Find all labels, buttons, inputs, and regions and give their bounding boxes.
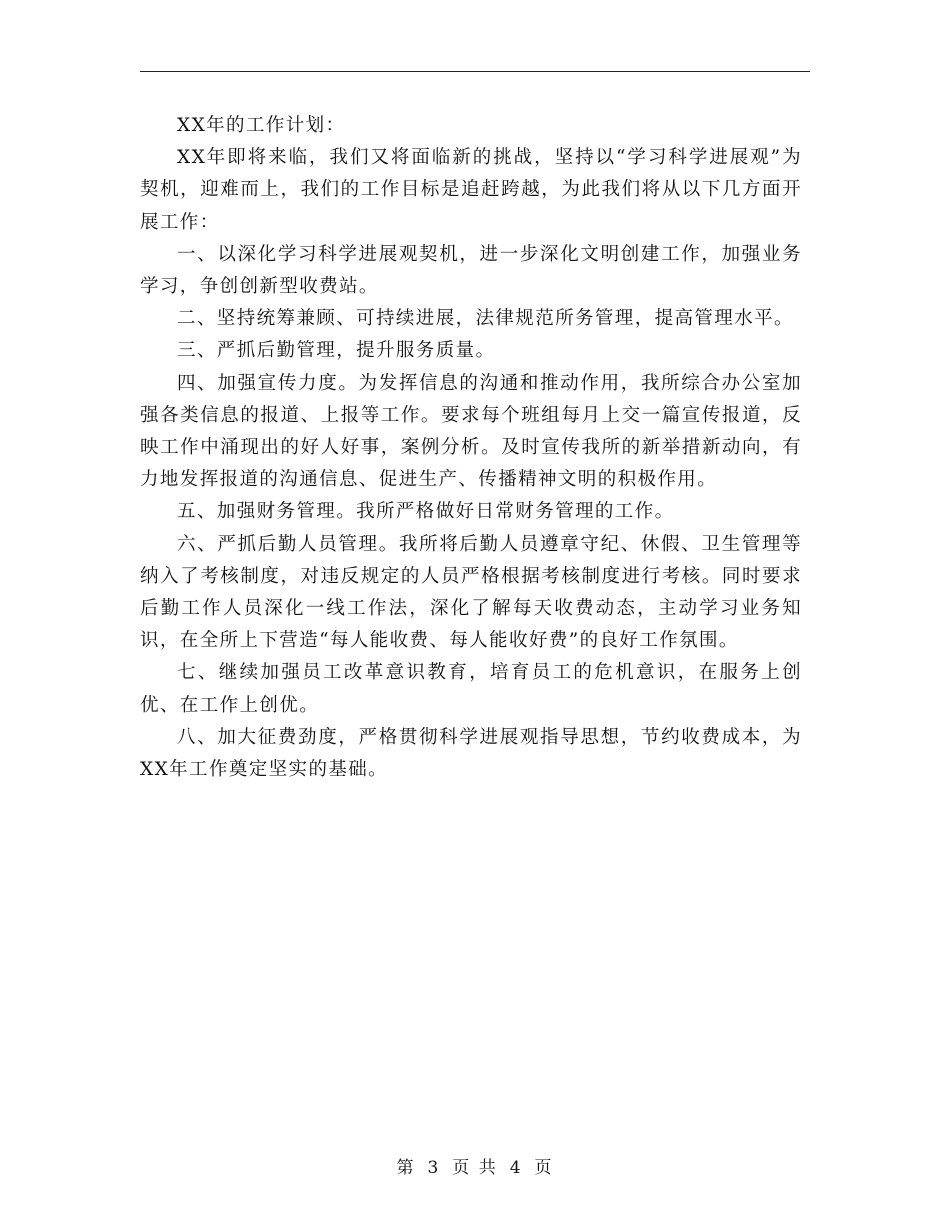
footer-suffix: 页 [534, 1158, 554, 1178]
footer-prefix: 第 [396, 1158, 416, 1178]
paragraph-intro: XX年即将来临，我们又将面临新的挑战，坚持以“学习科学进展观”为契机，迎难而上，我们的工作目标是追赶跨越，为此我们将从以下几方面开展工作： [140, 147, 802, 233]
paragraph-heading: XX年的工作计划： [177, 115, 346, 136]
footer-page-number: 3 [427, 1158, 441, 1178]
paragraph-item-1: 一、以深化学习科学进展观契机，进一步深化文明创建工作，加强业务学习，争创创新型收费站。 [140, 243, 802, 298]
paragraph-item-3: 三、严抓后勤管理，提升服务质量。 [177, 340, 496, 362]
footer-total-pages: 4 [509, 1158, 523, 1178]
page-footer [0, 1153, 950, 1178]
paragraph-item-5: 五、加强财务管理。我所严格做好日常财务管理的工作。 [177, 501, 675, 523]
paragraph-item-7: 七、继续加强员工改革意识教育，培育员工的危机意识，在服务上创优、在工作上创优。 [140, 662, 802, 716]
paragraph-item-6: 六、严抓后勤人员管理。我所将后勤人员遵章守纪、休假、卫生管理等纳入了考核制度，对违反规定的人员严格根据考核制度进行考核。同时要求后勤工作人员深化一线工作法，深化了解每天收费动态，主动学习业务知识，在全所上下营造“每人能收费、每人能收好费”的良好工作氛围。 [140, 533, 802, 652]
header-rule [140, 71, 810, 72]
document-body [140, 110, 802, 786]
paragraph-item-2: 二、坚持统筹兼顾、可持续进展，法律规范所务管理，提高管理水平。 [177, 308, 794, 330]
footer-middle: 页 共 [452, 1158, 498, 1178]
paragraph-item-8: 八、加大征费劲度，严格贯彻科学进展观指导思想，节约收费成本，为XX年工作奠定坚实的基础。 [140, 726, 802, 781]
paragraph-item-4: 四、加强宣传力度。为发挥信息的沟通和推动作用，我所综合办公室加强各类信息的报道、上报等工作。要求每个班组每月上交一篇宣传报道，反映工作中涌现出的好人好事，案例分析。及时宣传我所的新举措新动向，有力地发挥报道的沟通信息、促进生产、传播精神文明的积极作用。 [140, 372, 802, 491]
